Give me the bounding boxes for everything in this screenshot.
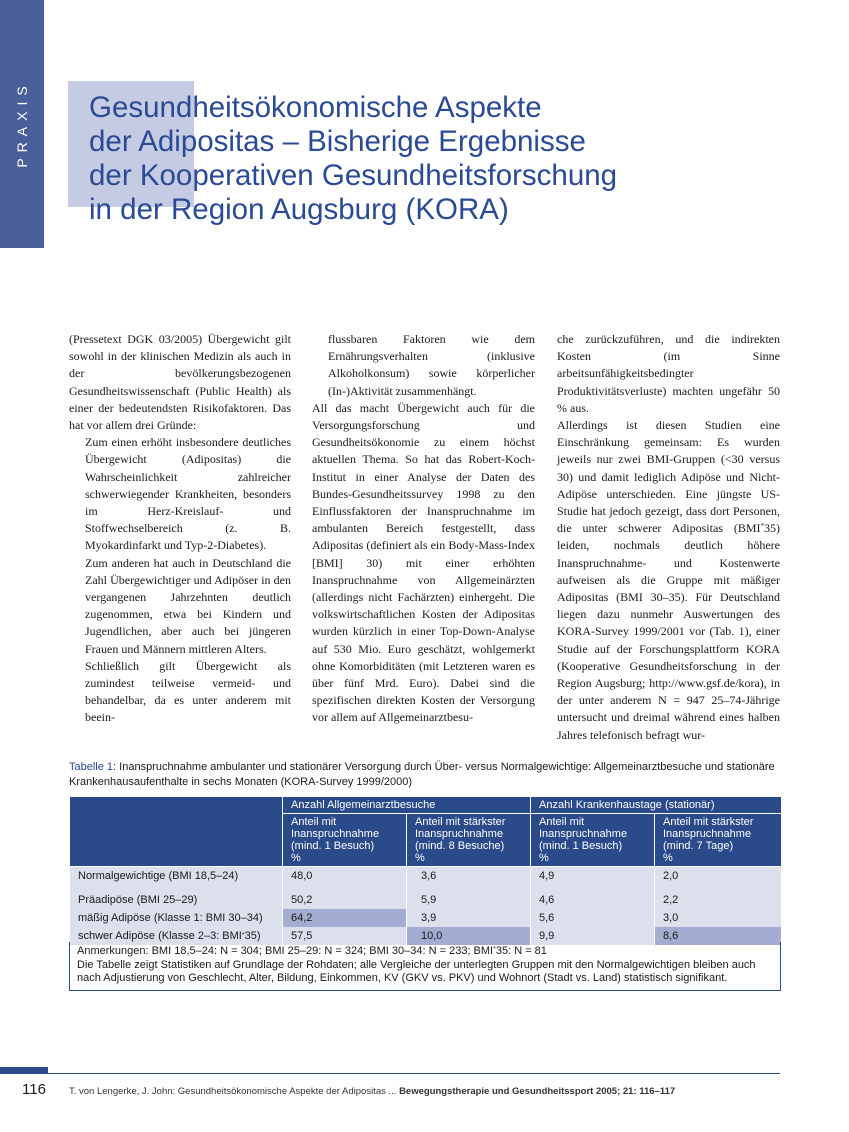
table-cell: 4,6 xyxy=(531,885,655,909)
title-line: der Adipositas – Bisherige Ergebnisse xyxy=(89,125,586,158)
table-column-header: Anteil mit stärkster Inanspruchnahme (mind. 8 Besuche) % xyxy=(407,814,531,867)
paragraph-part: Allerdings ist diesen Studien eine Einschränkung gemeinsam: Es wurden jeweils nur zwei BMI-Gruppen (<30 versus 30) und damit lediglich Adipöse und Nicht-Adipöse unterschieden. Eine jüngste US-Studie hat jedoch gezeigt, dass dort Personen, die unter schwerer Adipositas (BMI xyxy=(557,418,780,536)
row-label: Normalgewichtige (BMI 18,5–24) xyxy=(70,867,283,886)
table-column-header: Anteil mit stärkster Inanspruchnahme (mind. 7 Tage) % xyxy=(655,814,782,867)
table-caption-text: Inanspruchnahme ambulanter und stationärer Versorgung durch Über- versus Normalgewichtige: Allgemeinarztbesuche und stationäre Krankenhausaufenthalte in sechs Monaten (KORA-Survey 1999/2000) xyxy=(69,761,775,788)
paragraph: Zum einen erhöht insbesondere deutliches Übergewicht (Adipositas) die Wahrscheinlichkeit zahlreicher schwerwiegender Krankheiten, besonders im Herz-Kreislauf- und Stoffwechselbereich (z. B. Myokardinfarkt und Typ-2-Diabetes). xyxy=(85,435,291,553)
table-cell: 3,0 xyxy=(655,909,782,927)
table-caption-label: Tabelle 1: xyxy=(69,761,117,773)
row-label: Präadipöse (BMI 25–29) xyxy=(70,885,283,909)
paragraph: All das macht Übergewicht auch für die Versorgungsforschung und Gesundheitsökonomie zu einem höchst aktuellen Thema. So hat das Robert-Koch-Institut in einer Analyse der Daten des Bundes-Gesundheitssurvey 1998 zu den Einflussfaktoren der Inanspruchnahme im ambulanten Bereich festgestellt, dass Adipositas (definiert als ein Body-Mass-Index [BMI] 30) mit einer erhöhten Inanspruchnahme von Allgemeinärzten (allerdings nicht Fachärzten) einhergeht. Die volkswirtschaftlichen Kosten der Adipositas wurden kürzlich in einer Top-Down-Analyse auf 530 Mio. Euro geschätzt, wohlgemerkt ohne Komorbiditäten (mit Letzteren waren es über fünf Mrd. Euro). Dabei sind die spezifischen direkten Kosten der Versorgung vor allem auf Allgemeinarztbesu- xyxy=(312,400,535,725)
table-row xyxy=(70,867,782,886)
table-cell: 2,0 xyxy=(655,867,782,886)
row-label: mäßig Adipöse (Klasse 1: BMI 30–34) xyxy=(70,909,283,927)
geq-symbol: * xyxy=(241,932,245,939)
section-tab xyxy=(0,0,44,248)
article-title xyxy=(89,91,809,227)
footer-citation: T. von Lengerke, J. John: Gesundheitsökonomische Aspekte der Adipositas ... Bewegungstherapie und Gesundheitssport 2005; 21: 116–117 xyxy=(69,1086,676,1097)
table-cell: 48,0 xyxy=(283,867,407,886)
table-cell-highlighted: 64,2 xyxy=(283,909,407,927)
table-cell: 57,5 xyxy=(283,927,407,945)
table-cell: 2,2 xyxy=(655,885,782,909)
journal-reference: Bewegungstherapie und Gesundheitssport 2005; 21: 116–117 xyxy=(399,1086,676,1097)
table-column-header: Anteil mit Inanspruchnahme (mind. 1 Besuch) % xyxy=(531,814,655,867)
paragraph: Zum anderen hat auch in Deutschland die Zahl Übergewichtiger und Adipöser in den vergangenen Jahrzehnten deutlich zugenommen, etwa bei Kindern und Jugendlichen, aber auch bei jüngeren Frauen und Männern mittleren Alters. xyxy=(85,555,291,656)
paragraph-part: 35) leiden, nochmals deutlich höhere Inanspruchnahme- und Kostenwerte aufweisen als die Gruppe mit mäßiger Adipositas (BMI 30–35). Für Deutschland liegen dazu nunmehr Auswertungen des KORA-Survey 1999/2001 vor (Tab. 1), einer Studie auf der Forschungsplattform KORA (Kooperative Gesundheitsforschung in der Region Augsburg; http://www.gsf.de/kora), in der unter anderem N = 947 25–74-Jährige untersucht und dreimal während eines halben Jahres telefonisch befragt wur- xyxy=(557,521,780,742)
paragraph xyxy=(557,417,780,744)
title-line: der Kooperativen Gesundheitsforschung xyxy=(89,159,618,192)
table-notes xyxy=(69,942,781,991)
paragraph: che zurückzuführen, und die indirekten Kosten (im Sinne arbeitsunfähigkeitsbedingter Produktivitätsverluste) machten ungefähr 50 % aus. xyxy=(557,332,780,415)
table-cell: 9,9 xyxy=(531,927,655,945)
paragraph: (Pressetext DGK 03/2005) Übergewicht gilt sowohl in der klinischen Medizin als auch in der bevölkerungsbezogenen Gesundheitswissenschaft (Public Health) als einer der bedeutendsten Risikofaktoren. Das hat vor allem drei Gründe: xyxy=(69,332,291,433)
paragraph: flussbaren Faktoren wie dem Ernährungsverhalten (inklusive Alkoholkonsum) sowie körperlicher (In-)Aktivität zusammenhängt. xyxy=(328,332,535,398)
notes-line: Die Tabelle zeigt Statistiken auf Grundlage der Rohdaten; alle Vergleiche der unterlegten Gruppen mit den Normalgewichtigen bleiben auch nach Adjustierung von Geschlecht, Alter, Bildung, Einkommen, KV (GKV vs. PKV) und Wohnort (Stadt vs. Land) statistisch signifikant. xyxy=(77,958,756,984)
title-line: Gesundheitsökonomische Aspekte xyxy=(89,91,542,124)
body-column-3 xyxy=(557,331,780,744)
table-group-header-row xyxy=(70,797,782,814)
table-group-header: Anzahl Krankenhaustage (stationär) xyxy=(531,797,782,814)
body-text xyxy=(69,331,781,742)
geq-symbol: * xyxy=(760,522,764,531)
table-cell: 5,9 xyxy=(407,885,531,909)
body-column-2 xyxy=(312,331,535,727)
row-label: schwer Adipöse (Klasse 2–3: BMI*35) xyxy=(70,927,283,945)
geq-symbol: * xyxy=(493,946,496,953)
table-cell-highlighted: 8,6 xyxy=(655,927,782,945)
footer-rule xyxy=(0,1073,780,1074)
table-column-header: Anteil mit Inanspruchnahme (mind. 1 Besuch) % xyxy=(283,814,407,867)
data-table xyxy=(69,796,782,945)
table-row xyxy=(70,909,782,927)
table-cell: 5,6 xyxy=(531,909,655,927)
table-group-header: Anzahl Allgemeinarztbesuche xyxy=(283,797,531,814)
table-cell-highlighted: 10,0 xyxy=(407,927,531,945)
table-cell: 50,2 xyxy=(283,885,407,909)
table-cell: 3,6 xyxy=(407,867,531,886)
body-column-1 xyxy=(69,331,291,727)
table-cell: 4,9 xyxy=(531,867,655,886)
paragraph: Schließlich gilt Übergewicht als zumindest teilweise vermeid- und behandelbar, da es unter anderem mit beein- xyxy=(85,658,291,725)
table-caption xyxy=(69,760,781,790)
table-header-empty xyxy=(70,797,283,867)
notes-line: Anmerkungen: BMI 18,5–24: N = 304; BMI 25–29: N = 324; BMI 30–34: N = 233; BMI*35: N = 81 xyxy=(77,945,547,957)
title-line: in der Region Augsburg (KORA) xyxy=(89,193,509,226)
table-row xyxy=(70,885,782,909)
page-number: 116 xyxy=(22,1081,46,1098)
section-tab-label: PRAXIS xyxy=(14,80,30,168)
table-cell: 3,9 xyxy=(407,909,531,927)
